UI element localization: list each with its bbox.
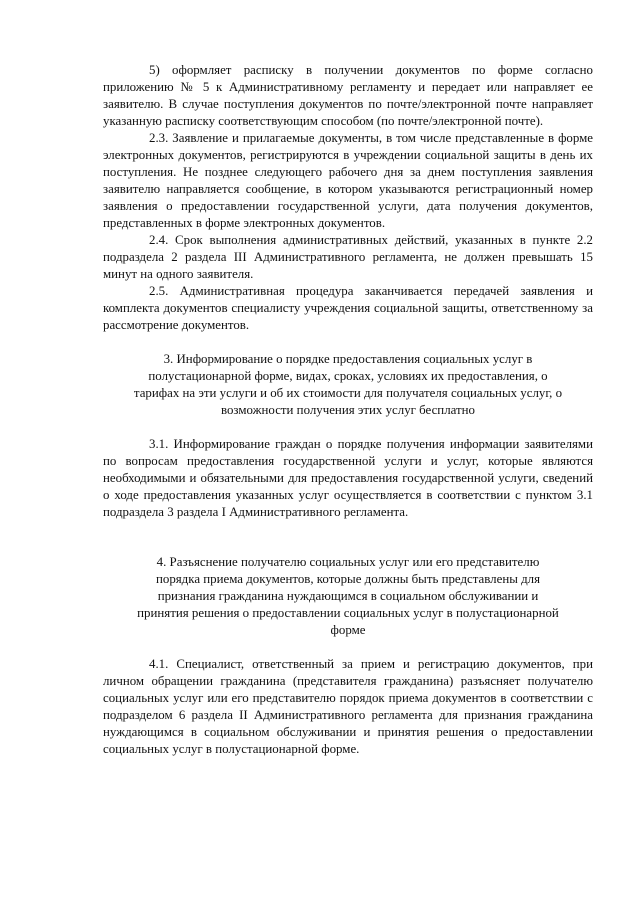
paragraph-2-5: 2.5. Административная процедура заканчивается передачей заявления и комплекта документов специалисту учреждения социальной защиты, ответственному за рассмотрение документов. — [103, 284, 593, 332]
section-4-heading-line: 4. Разъяснение получателю социальных услуг или его представителю — [156, 555, 540, 569]
section-4-heading-line: признания гражданина нуждающимся в социальном обслуживании и — [157, 589, 539, 603]
section-3-heading — [103, 351, 593, 419]
paragraph-3-1: 3.1. Информирование граждан о порядке получения информации заявителями по вопросам предоставления государственной услуги и услуг, которые являются необходимыми и обязательными для предоставления государственной услуги, сведений о ходе предоставления указанных услуг осуществляется в соответствии с пунктом 3.1 подраздела 3 раздела I Административного регламента. — [103, 437, 593, 519]
document-page — [103, 62, 593, 758]
section-4-heading — [103, 554, 593, 639]
section-4-heading-line: порядка приема документов, которые должны быть представлены для — [155, 572, 541, 586]
paragraph-2-4: 2.4. Срок выполнения административных действий, указанных в пункте 2.2 подраздела 2 раздела III Административного регламента, не должен превышать 15 минут на одного заявителя. — [103, 233, 593, 281]
section-3-heading-line: полустационарной форме, видах, сроках, условиях их предоставления, о — [148, 369, 548, 383]
paragraph-item-5: 5) оформляет расписку в получении документов по форме согласно приложению № 5 к Административному регламенту и передает или направляет ее заявителю. В случае поступления документов по почте/электронной почте направляет указанную расписку соответствующим способом (по почте/электронной почте). — [103, 63, 593, 128]
section-3-heading-line: 3. Информирование о порядке предоставления социальных услуг в — [163, 352, 533, 366]
section-4-heading-line: форме — [330, 623, 366, 637]
section-4-heading-line: принятия решения о предоставлении социальных услуг в полустационарной — [137, 606, 559, 620]
section-3-heading-line: тарифах на эти услуги и об их стоимости для получателя социальных услуг, о — [133, 386, 563, 400]
paragraph-2-3: 2.3. Заявление и прилагаемые документы, в том числе представленные в форме электронных документов, регистрируются в учреждении социальной защиты в день их поступления. Не позднее следующего рабочего дня за днем поступления заявления заявителю направляется сообщение, в котором указываются регистрационный номер заявления о предоставлении государственной услуги, дата получения документов, представленных в форме электронных документов. — [103, 131, 593, 230]
section-3-heading-line: возможности получения этих услуг бесплатно — [220, 403, 476, 417]
paragraph-4-1: 4.1. Специалист, ответственный за прием и регистрацию документов, при личном обращении гражданина (представителя гражданина) разъясняет получателю социальных услуг или его представителю порядок приема документов в соответствии с подразделом 6 раздела II Административного регламента для признания гражданина нуждающимся в социальном обслуживании и принятия решения о предоставлении социальных услуг в полустационарной форме. — [103, 657, 593, 756]
